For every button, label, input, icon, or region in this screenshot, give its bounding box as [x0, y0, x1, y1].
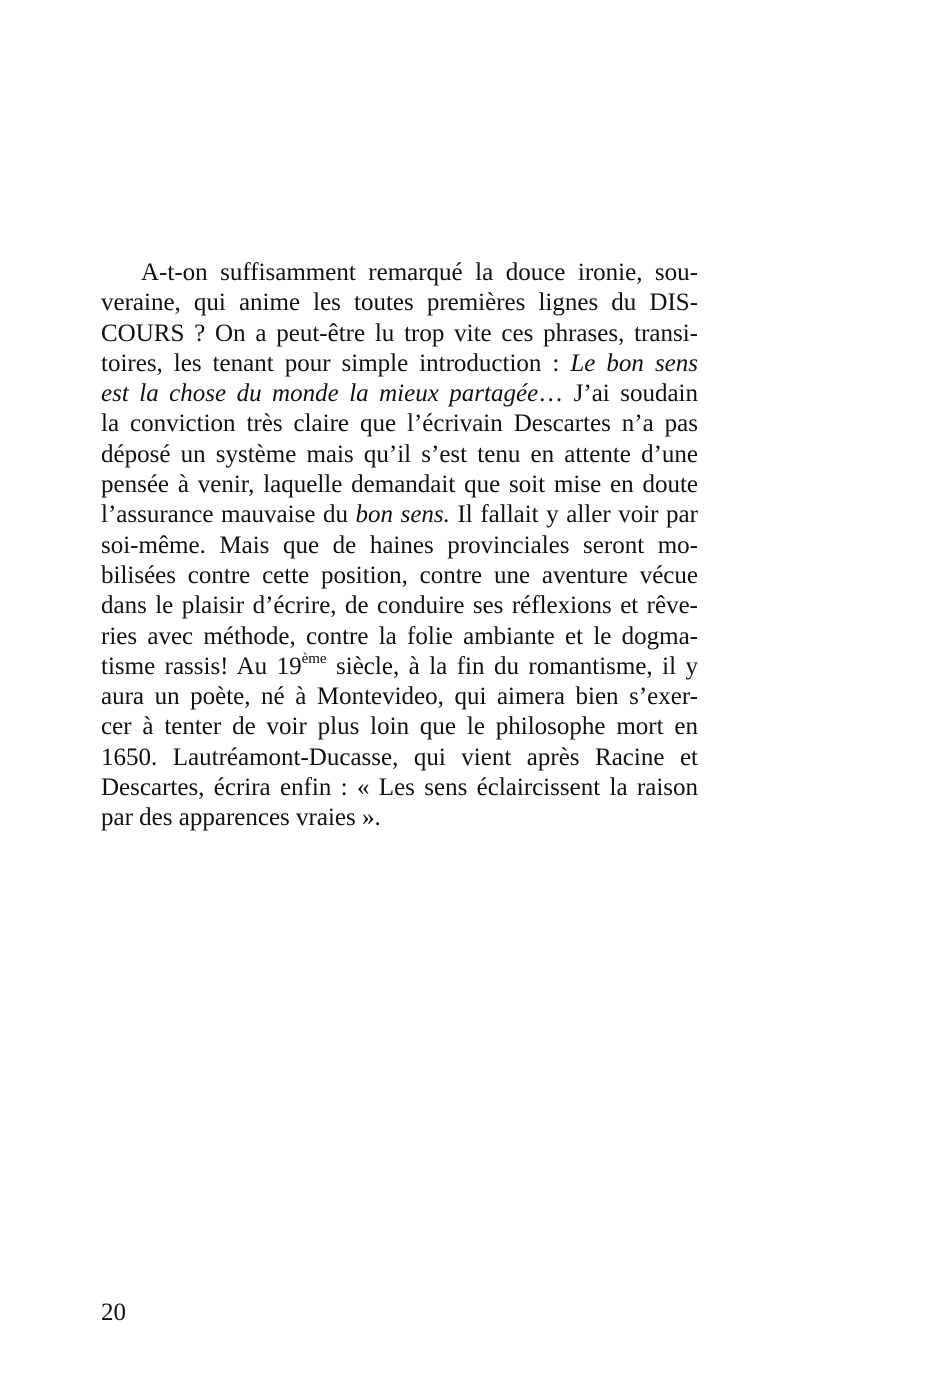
text-line: 1650. Lautréamont-Ducasse, qui vient après Racine et [101, 743, 698, 771]
italic-text: est la chose du monde la mieux partagée [101, 380, 539, 408]
text-line: bilisées contre cette position, contre une aventure vécue [101, 561, 698, 589]
superscript: ème [301, 650, 327, 667]
text-line: par des apparences vraies ». [101, 804, 381, 832]
text-line: A-t-on suffisamment remarqué la douce ironie, sou- [141, 259, 698, 286]
text-line: Descartes, écrira enfin : « Les sens éclaircissent la raison [101, 774, 698, 802]
text-line: soi-même. Mais que de haines provinciales seront mo- [101, 531, 698, 559]
italic-text: Le bon sens [570, 349, 698, 377]
body-paragraph [101, 258, 698, 834]
text-line: veraine, qui anime les toutes premières lignes du DIS- [101, 289, 698, 317]
page-number: 20 [101, 1299, 126, 1326]
text-line: la conviction très claire que l’écrivain Descartes n’a pas [101, 410, 698, 438]
text-line: dans le plaisir d’écrire, de conduire ses réflexions et rêve- [101, 592, 698, 620]
text-line: aura un poète, né à Montevideo, qui aimera bien s’exer- [101, 683, 698, 711]
text-line: est la chose du monde la mieux partagée… J’ai soudain [101, 380, 699, 408]
text-line: cer à tenter de voir plus loin que le philosophe mort en [101, 713, 698, 741]
text-line: déposé un système mais qu’il s’est tenu en attente d’une [101, 440, 698, 468]
text-line: pensée à venir, laquelle demandait que soit mise en doute [101, 471, 698, 499]
text-line: toires, les tenant pour simple introduction : Le bon sens [101, 349, 698, 377]
text-line: tisme rassis! Au 19ème siècle, à la fin du romantisme, il y [101, 650, 698, 680]
text-line: ries avec méthode, contre la folie ambiante et le dogma- [101, 622, 698, 650]
text-line: l’assurance mauvaise du bon sens. Il fallait y aller voir par [101, 501, 698, 529]
italic-text: bon sens. [355, 501, 450, 529]
text-line: COURS ? On a peut-être lu trop vite ces phrases, transi- [101, 319, 698, 347]
